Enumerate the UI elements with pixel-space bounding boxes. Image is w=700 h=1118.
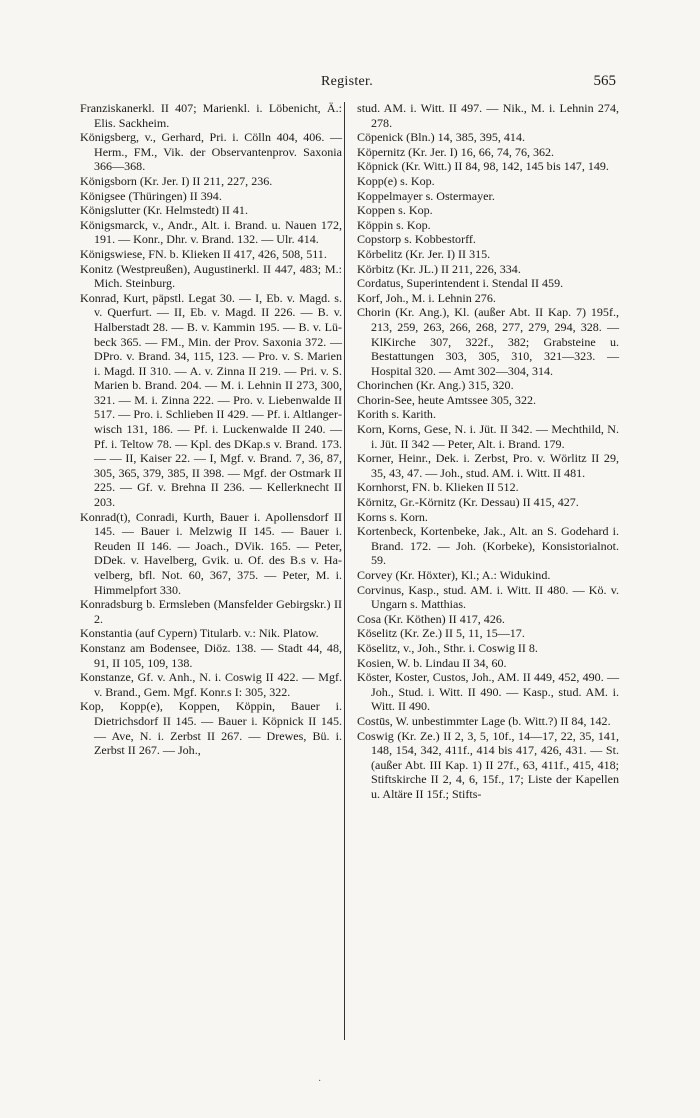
index-entry: Chorin-See, heute Amtssee 305, 322. xyxy=(357,392,537,407)
index-entry: Köppin s. Kop. xyxy=(357,217,431,232)
index-entry: Königslutter (Kr. Helmstedt) II 41. xyxy=(80,203,248,218)
index-entry: Coswig (Kr. Ze.) II 2, 3, 5, 10f., 14—17, 22, 35, 141, 148, 154, 342, 411f., 414 bis 417, 426, 431. — St. (außer Abt. III Kap. 1) II 27f., 63, 411f., 415, 418; Stiftskirche II 2, 4, 6, 15f., 17; Liste der Kapellen u. Altäre II 15f.; Stifts- xyxy=(357,728,619,801)
index-entry: Köster, Koster, Custos, Joh., AM. II 449, 452, 490. — Joh., Stud. i. Witt. II 490. — Kasp., stud. AM. i. Witt. II 490. xyxy=(357,670,619,714)
page-number: 565 xyxy=(593,73,616,89)
index-entry: Cosa (Kr. Köthen) II 417, 426. xyxy=(357,611,505,626)
index-entry: Kopp(e) s. Kop. xyxy=(357,173,435,188)
index-entry: Koppelmayer s. Ostermayer. xyxy=(357,188,495,203)
index-entry: Corvey (Kr. Höxter), Kl.; A.: Widukind. xyxy=(357,568,551,582)
index-entry: Konstantia (auf Cypern) Titularb. v.: Nik. Platow. xyxy=(80,626,319,641)
index-entry: Königswiese, FN. b. Klieken II 417, 426, 508, 511. xyxy=(80,246,327,261)
index-entry: Köselitz, v., Joh., Sthr. i. Coswig II 8. xyxy=(357,640,538,655)
index-entry: Konstanz am Bodensee, Diöz. 138. — Stadt 44, 48, 91, II 105, 109, 138. xyxy=(80,640,342,670)
column-divider xyxy=(344,102,345,1040)
index-entry: Kop, Kopp(e), Koppen, Köppin, Bauer i. Dietrichsdorf II 145. — Bauer i. Köpnick II 145. — Ave, N. i. Zerbst II 267. — Drewes, Bü. i. Zerbst II 267. — Joh., xyxy=(80,699,342,758)
index-entry: Copstorp s. Kobbestorff. xyxy=(357,232,476,247)
index-entry: Corvinus, Kasp., stud. AM. i. Witt. II 480. — Kö. v. Ungarn s. Matthias. xyxy=(357,582,619,612)
index-entry: Konrad, Kurt, päpstl. Legat 30. — I, Eb. v. Magd. s. v. Querfurt. — II, Eb. v. Magd. II 226. — B. v. Halberstadt 28. — B. v. Kammin 195. — B. v. Lübeck 365. — FM., Min. der Prov. Saxonia 372. — DPro. v. Brand. 34, 115, 123. — Pro. v. S. Marien i. Magd. II 310. — A. v. Zinna II 219. — Pri. v. S. Marien b. Brand. 204. — M. i. Lehnin II 273, 300, 321. — M. i. Zinna 222. — Pro. v. Liebenwalde II 517. — Pro. i. Schlieben II 429. — Pf. i. Altlangerwisch 131, 186. — Pf. i. Luckenwalde II 240. — Pf. i. Teltow 78. — Kpl. des DKap.s v. Brand. 173. — — II, Kaiser 22. — I, Mgf. v. Brand. 7, 36, 87, 305, 365, 379, 385, II 398. — Mgf. der Ostmark II 225. — Gf. v. Brehna II 236. — Kellerknecht II 203. xyxy=(80,290,342,510)
index-entry: Königsmarck, v., Andr., Alt. i. Brand. u. Nauen 172, 191. — Konr., Dhr. v. Brand. 132. — Ulr. 414. xyxy=(80,217,342,247)
page-header xyxy=(78,74,616,98)
index-entry: Koppen s. Kop. xyxy=(357,203,433,218)
index-entry: Korf, Joh., M. i. Lehnin 276. xyxy=(357,290,496,305)
index-entry: Körbelitz (Kr. Jer. I) II 315. xyxy=(357,246,491,261)
index-entry: Königsee (Thüringen) II 394. xyxy=(80,188,222,203)
index-entry: Kosien, W. b. Lindau II 34, 60. xyxy=(357,655,507,670)
index-entry: Konradsburg b. Ermsleben (Mansfelder Gebirgskr.) II 2. xyxy=(80,597,342,626)
index-entry: stud. AM. i. Witt. II 497. — Nik., M. i. Lehnin 274, 278. xyxy=(357,101,619,130)
index-entry: Cöpenick (Bln.) 14, 385, 395, 414. xyxy=(357,130,525,145)
index-entry: Costūs, W. unbestimmter Lage (b. Witt.?) II 84, 142. xyxy=(357,713,611,728)
left-column xyxy=(80,101,342,758)
index-entry: Korns s. Korn. xyxy=(357,509,428,524)
index-entry: Königsborn (Kr. Jer. I) II 211, 227, 236. xyxy=(80,173,273,188)
right-column xyxy=(357,101,619,802)
index-entry: Körnitz, Gr.-Körnitz (Kr. Dessau) II 415, 427. xyxy=(357,495,579,510)
index-entry: Korith s. Karith. xyxy=(357,407,436,422)
index-entry: Cordatus, Superintendent i. Stendal II 459. xyxy=(357,276,564,291)
index-entry: Köpernitz (Kr. Jer. I) 16, 66, 74, 76, 362. xyxy=(357,144,555,159)
index-entry: Korn, Korns, Gese, N. i. Jüt. II 342. — Mechthild, N. i. Jüt. II 342 — Peter, Alt. i. Brand. 179. xyxy=(357,422,619,451)
index-entry: Chorinchen (Kr. Ang.) 315, 320. xyxy=(357,378,514,393)
index-entry: Köpnick (Kr. Witt.) II 84, 98, 142, 145 bis 147, 149. xyxy=(357,159,609,174)
index-entry: Kornhorst, FN. b. Klieken II 512. xyxy=(357,480,519,495)
running-title: Register. xyxy=(320,74,374,89)
index-entry: Köselitz (Kr. Ze.) II 5, 11, 15—17. xyxy=(357,626,525,641)
index-entry: Kortenbeck, Kortenbeke, Jak., Alt. an S. Godehard i. Brand. 172. — Joh. (Korbeke), Konsistorialnot. 59. xyxy=(357,524,619,568)
index-entry: Konrad(t), Conradi, Kurth, Bauer i. Apollensdorf II 145. — Bauer i. Melzwig II 145. — Bauer i. Reuden II 146. — Joach., DVik. 165. — Peter, DDek. v. Havelberg, Gvik. u. Of. des B.s v. Havelberg, bfl. Not. 60, 367, 375. — Peter, M. i. Himmelpfort 330. xyxy=(80,509,342,597)
index-entry: Konstanze, Gf. v. Anh., N. i. Coswig II 422. — Mgf. v. Brand., Gem. Mgf. Konr.s I: 305, 322. xyxy=(80,670,342,699)
footer-mark: · xyxy=(318,1076,322,1087)
index-entry: Konitz (Westpreußen), Augustinerkl. II 447, 483; M.: Mich. Steinburg. xyxy=(80,261,342,291)
index-entry: Körbitz (Kr. JL.) II 211, 226, 334. xyxy=(357,261,521,276)
index-entry: Königsberg, v., Gerhard, Pri. i. Cölln 404, 406. — Herm., FM., Vik. der Observantenprov. Saxonia 366—368. xyxy=(80,130,342,174)
index-entry: Franziskanerkl. II 407; Marienkl. i. Löbenicht, Ä.: Elis. Sackheim. xyxy=(80,101,342,130)
index-entry: Chorin (Kr. Ang.), Kl. (außer Abt. II Kap. 7) 195f., 213, 259, 263, 266, 268, 277, 279, 294, 328. — KlKirche 307, 322f., 382; Grabsteine u. Bestattungen 303, 305, 310, 321—323. — Hospital 320. — Amt 302—304, 314. xyxy=(357,305,619,378)
index-entry: Korner, Heinr., Dek. i. Zerbst, Pro. v. Wörlitz II 29, 35, 43, 47. — Joh., stud. AM. i. Witt. II 481. xyxy=(357,451,619,480)
